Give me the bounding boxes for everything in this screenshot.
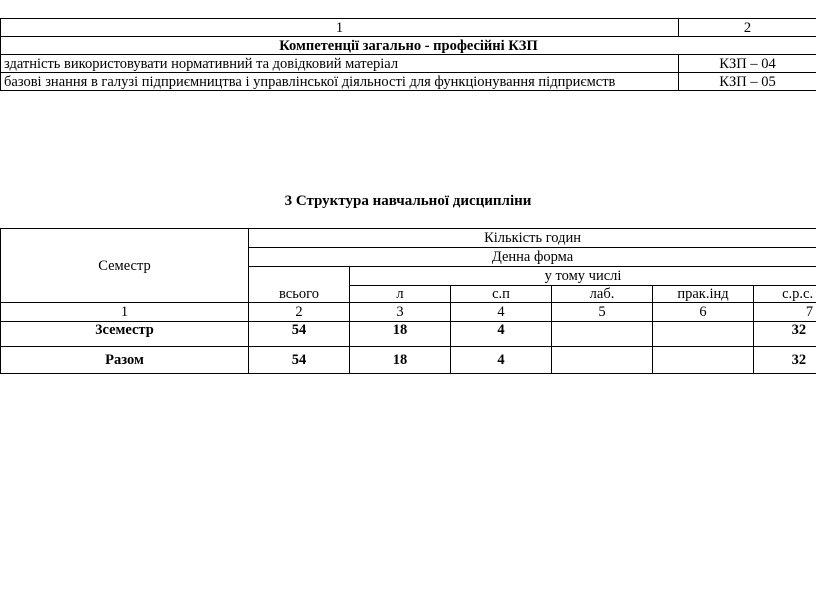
competencies-header-col1: 1 (1, 19, 679, 37)
subcol-practice: прак.інд (653, 286, 754, 303)
competencies-header-col2: 2 (679, 19, 816, 37)
row-seminars: 4 (451, 322, 552, 347)
row-lectures: 18 (350, 347, 451, 374)
row-label: 3семестр (1, 322, 249, 347)
col-number: 3 (350, 303, 451, 322)
structure-numbers-row (1, 303, 816, 322)
subcol-self-study: с.р.с. (754, 286, 816, 303)
row-lectures: 18 (350, 322, 451, 347)
row-practice (653, 322, 754, 347)
col-number: 6 (653, 303, 754, 322)
row-total: 54 (249, 347, 350, 374)
semester-header: Семестр (1, 229, 249, 303)
subcol-lectures: л (350, 286, 451, 303)
row-self-study: 32 (754, 347, 816, 374)
structure-table (0, 228, 816, 374)
col-number: 1 (1, 303, 249, 322)
competencies-table (0, 18, 816, 91)
row-label: Разом (1, 347, 249, 374)
competency-text: базові знання в галузі підприємництва і управлінської діяльності для функціонування підприємств (1, 73, 679, 91)
competency-code: КЗП – 04 (679, 55, 816, 73)
hours-header: Кількість годин (249, 229, 816, 248)
col-number: 4 (451, 303, 552, 322)
form-header: Денна форма (249, 248, 816, 267)
row-practice (653, 347, 754, 374)
row-seminars: 4 (451, 347, 552, 374)
competencies-group-title: Компетенції загально - професійні КЗП (1, 37, 816, 55)
row-labs (552, 322, 653, 347)
col-number: 5 (552, 303, 653, 322)
table-row (1, 322, 816, 347)
table-row (1, 73, 816, 91)
subcol-seminars: с.п (451, 286, 552, 303)
competency-text: здатність використовувати нормативний та довідковий матеріал (1, 55, 679, 73)
section-title: 3 Структура навчальної дисципліни (284, 193, 532, 209)
row-self-study: 32 (754, 322, 816, 347)
total-header: всього (249, 267, 350, 303)
table-row (1, 347, 816, 374)
row-total: 54 (249, 322, 350, 347)
col-number: 2 (249, 303, 350, 322)
structure-header-row-1 (1, 229, 816, 248)
competencies-group-row (1, 37, 816, 55)
table-row (1, 55, 816, 73)
competencies-header-row (1, 19, 816, 37)
competency-code: КЗП – 05 (679, 73, 816, 91)
subcol-labs: лаб. (552, 286, 653, 303)
including-header: у тому числі (350, 267, 816, 286)
row-labs (552, 347, 653, 374)
col-number: 7 (754, 303, 816, 322)
